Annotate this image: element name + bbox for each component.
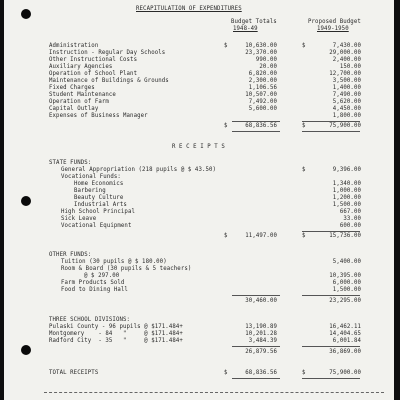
expenditure-budget-value: 7,492.00 bbox=[248, 99, 277, 105]
document-title: RECAPITULATION OF EXPENDITURES bbox=[136, 6, 242, 12]
receipt-label: Vocational Equipment bbox=[61, 223, 132, 229]
expenditure-proposed-value: 2,400.00 bbox=[332, 57, 361, 63]
state-funds-total-proposed: 15,736.00 bbox=[329, 233, 361, 239]
expenditure-label: Operation of Farm bbox=[49, 99, 109, 105]
receipt-budget-value: 13,190.89 bbox=[245, 324, 277, 330]
receipt-label: Food to Dining Hall bbox=[61, 287, 128, 293]
expenditure-proposed-value: 1,800.00 bbox=[332, 113, 361, 119]
column-header-proposed-budget-year: 1949-1950 bbox=[317, 26, 349, 32]
page-bottom-rule bbox=[44, 392, 384, 393]
expenditures-total-proposed: 75,900.00 bbox=[329, 123, 361, 129]
expenditure-label: Maintenance of Buildings & Grounds bbox=[49, 78, 169, 84]
receipt-proposed-value: 1,500.00 bbox=[332, 202, 361, 208]
other-funds-total-budget: 30,460.00 bbox=[245, 298, 277, 304]
receipt-proposed-value: 5,400.00 bbox=[332, 259, 361, 265]
total-rule bbox=[232, 295, 280, 296]
receipt-label: Radford City - 35 " @ $171.484+ bbox=[49, 338, 183, 344]
total-rule bbox=[302, 121, 360, 122]
receipt-budget-value: 10,201.28 bbox=[245, 331, 277, 337]
receipt-label: Barbering bbox=[74, 188, 106, 194]
section-heading: OTHER FUNDS: bbox=[49, 252, 92, 258]
total-receipts-proposed: 75,900.00 bbox=[329, 370, 361, 376]
section-heading: THREE SCHOOL DIVISIONS: bbox=[49, 317, 131, 323]
column-header-budget-totals-year: 1948-49 bbox=[233, 26, 258, 32]
total-rule bbox=[302, 346, 360, 347]
punch-hole bbox=[21, 9, 31, 19]
total-rule bbox=[302, 231, 360, 232]
dollar-sign: $ bbox=[302, 43, 306, 49]
subsection-heading: Vocational Funds: bbox=[61, 174, 121, 180]
total-rule bbox=[232, 346, 280, 347]
receipt-label: Home Economics bbox=[74, 181, 124, 187]
dollar-sign: $ bbox=[224, 43, 228, 49]
dollar-sign: $ bbox=[302, 370, 306, 376]
receipt-proposed-value: 1,500.00 bbox=[332, 287, 361, 293]
receipt-proposed-value: 667.00 bbox=[339, 209, 361, 215]
column-header-proposed-budget: Proposed Budget bbox=[308, 19, 361, 25]
three-school-total-budget: 26,879.56 bbox=[245, 349, 277, 355]
expenditure-label: Administration bbox=[49, 43, 99, 49]
receipt-proposed-value: 600.00 bbox=[339, 223, 361, 229]
expenditure-proposed-value: 7,490.00 bbox=[332, 92, 361, 98]
expenditure-label: Other Instructional Costs bbox=[49, 57, 138, 63]
receipt-proposed-value: 9,396.00 bbox=[332, 167, 361, 173]
expenditure-proposed-value: 3,500.00 bbox=[332, 78, 361, 84]
expenditure-proposed-value: 5,620.00 bbox=[332, 99, 361, 105]
total-rule bbox=[302, 295, 360, 296]
section-heading: STATE FUNDS: bbox=[49, 160, 92, 166]
expenditure-label: Expenses of Business Manager bbox=[49, 113, 148, 119]
dollar-sign: $ bbox=[302, 123, 306, 129]
document-page bbox=[4, 0, 394, 400]
total-rule bbox=[232, 131, 280, 132]
column-header-budget-totals: Budget Totals bbox=[231, 19, 277, 25]
expenditures-total-budget: 68,836.56 bbox=[245, 123, 277, 129]
total-rule bbox=[302, 378, 360, 379]
expenditure-budget-value: 990.00 bbox=[255, 57, 277, 63]
receipt-proposed-value: 6,000.00 bbox=[332, 280, 361, 286]
expenditure-proposed-value: 150.00 bbox=[339, 64, 361, 70]
punch-hole bbox=[21, 196, 31, 206]
dollar-sign: $ bbox=[224, 123, 228, 129]
punch-hole bbox=[21, 345, 31, 355]
expenditure-proposed-value: 29,000.00 bbox=[329, 50, 361, 56]
expenditure-budget-value: 6,820.00 bbox=[248, 71, 277, 77]
expenditure-budget-value: 23,370.00 bbox=[245, 50, 277, 56]
dollar-sign: $ bbox=[302, 167, 306, 173]
expenditure-budget-value: 10,507.00 bbox=[245, 92, 277, 98]
receipt-proposed-value: 33.00 bbox=[343, 216, 361, 222]
expenditure-budget-value: 5,600.00 bbox=[248, 106, 277, 112]
total-receipts-budget: 68,836.56 bbox=[245, 370, 277, 376]
receipt-label: General Appropriation (218 pupils @ $ 43.50) bbox=[61, 167, 217, 173]
receipt-label: High School Principal bbox=[61, 209, 136, 215]
receipt-proposed-value: 1,200.00 bbox=[332, 195, 361, 201]
receipt-label: Room & Board (30 pupils & 5 teachers) bbox=[61, 266, 192, 272]
total-rule bbox=[302, 131, 360, 132]
dollar-sign: $ bbox=[224, 233, 228, 239]
receipt-proposed-value: 1,340.00 bbox=[332, 181, 361, 187]
expenditure-label: Capital Outlay bbox=[49, 106, 99, 112]
three-school-total-proposed: 36,869.00 bbox=[329, 349, 361, 355]
receipt-label: Sick Leave bbox=[61, 216, 97, 222]
expenditure-proposed-value: 1,400.00 bbox=[332, 85, 361, 91]
expenditure-proposed-value: 12,700.00 bbox=[329, 71, 361, 77]
expenditure-label: Auxiliary Agencies bbox=[49, 64, 113, 70]
state-funds-total-budget: 11,497.00 bbox=[245, 233, 277, 239]
dollar-sign: $ bbox=[302, 233, 306, 239]
receipt-label: Industrial Arts bbox=[74, 202, 127, 208]
receipt-label: @ $ 297.00 bbox=[84, 273, 120, 279]
receipt-proposed-value: 14,404.65 bbox=[329, 331, 361, 337]
expenditure-label: Operation of School Plant bbox=[49, 71, 138, 77]
receipt-proposed-value: 16,462.11 bbox=[329, 324, 361, 330]
expenditure-budget-value: 1,106.56 bbox=[248, 85, 277, 91]
receipt-label: Pulaski County - 96 pupils @ $171.484+ bbox=[49, 324, 183, 330]
expenditure-proposed-value: 7,430.00 bbox=[332, 43, 361, 49]
expenditure-budget-value: 2,300.00 bbox=[248, 78, 277, 84]
receipt-proposed-value: 10,395.00 bbox=[329, 273, 361, 279]
expenditure-label: Instruction - Regular Day Schools bbox=[49, 50, 166, 56]
receipt-proposed-value: 1,000.00 bbox=[332, 188, 361, 194]
receipts-heading: R E C E I P T S bbox=[172, 144, 225, 150]
receipt-budget-value: 3,484.39 bbox=[248, 338, 277, 344]
receipt-proposed-value: 6,001.84 bbox=[332, 338, 361, 344]
receipt-label: Montgomery - 84 " @ $171.484+ bbox=[49, 331, 183, 337]
expenditure-budget-value: 20.00 bbox=[259, 64, 277, 70]
expenditure-proposed-value: 4,450.00 bbox=[332, 106, 361, 112]
expenditure-budget-value: 10,630.00 bbox=[245, 43, 277, 49]
total-rule bbox=[232, 378, 280, 379]
receipt-label: Farm Products Sold bbox=[61, 280, 125, 286]
receipt-label: Beauty Culture bbox=[74, 195, 124, 201]
expenditure-label: Student Maintenance bbox=[49, 92, 116, 98]
total-receipts-label: TOTAL RECEIPTS bbox=[49, 370, 99, 376]
other-funds-total-proposed: 23,295.00 bbox=[329, 298, 361, 304]
total-rule bbox=[232, 121, 280, 122]
dollar-sign: $ bbox=[224, 370, 228, 376]
receipt-label: Tuition (30 pupils @ $ 180.00) bbox=[61, 259, 167, 265]
expenditure-label: Fixed Charges bbox=[49, 85, 95, 91]
